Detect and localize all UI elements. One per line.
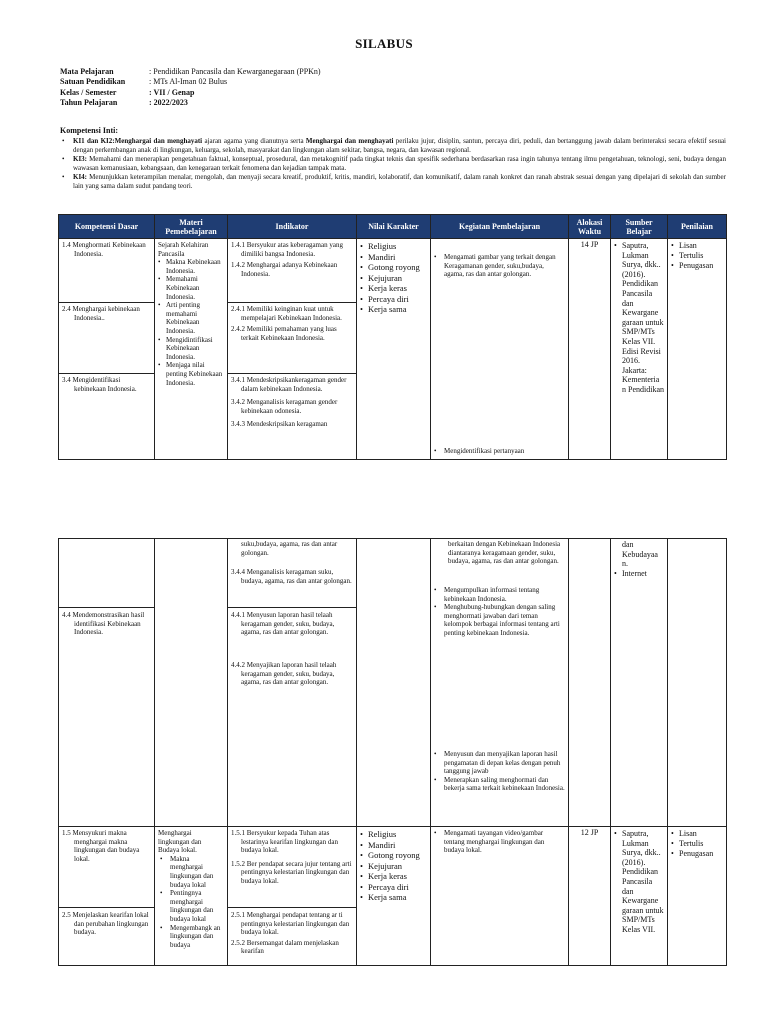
kegiatan-list: [434, 586, 565, 638]
header-materi: Materi Pemebelajaran: [155, 215, 228, 239]
list-item: • Tertulis: [671, 251, 723, 261]
sumber-cell: [611, 239, 668, 460]
materi-title: Sejarah Kelahiran Pancasila: [158, 241, 209, 258]
indikator-group: [231, 376, 353, 429]
materi-cell: [155, 539, 228, 827]
table-header-row: [59, 215, 727, 239]
list-item: • Memahami Kebinekaan Indonesia.: [158, 275, 224, 301]
indikator-item: 3.4.2 Menganalisis keragaman gender kebinekaan odonesia.: [231, 398, 338, 415]
list-item: • Arti penting memahami Kebinekaan Indonesia.: [158, 301, 224, 335]
ki-item: [60, 137, 726, 155]
list-item: • Penugasan: [671, 849, 723, 859]
header-kegiatan: Kegiatan Pembelajaran: [431, 215, 569, 239]
kd-item: 1.4 Menghormati Kebinekaan Indonesia.: [62, 241, 146, 258]
table-row: [59, 827, 727, 966]
kompetensi-inti: [60, 126, 726, 191]
table-row: [59, 539, 727, 827]
kegiatan-list: [434, 447, 565, 456]
list-item: • Makna menghargai lingkungan dan budaya lokal: [160, 855, 224, 889]
sumber-cell: [611, 827, 668, 966]
list-item: • Makna Kebinekaan Indonesia.: [158, 258, 224, 275]
list-item: • Pentingnya menghargai lingkungan dan budaya lokal: [160, 889, 224, 923]
ki-label: KI4:: [73, 173, 87, 181]
kegiatan-cell: [431, 239, 569, 460]
sumber-cell: [611, 539, 668, 827]
indikator-item: 3.4.3 Mendeskripsikan keragaman: [231, 420, 328, 429]
header-nilai-karakter: Nilai Karakter: [357, 215, 431, 239]
kd-item: 4.4 Mendemonstrasikan hasil identifikasi Kebinekaan Indonesia.: [62, 611, 145, 637]
list-item: • Gotong royong: [360, 850, 427, 861]
ki-label: KI1 dan KI2:: [73, 137, 115, 145]
list-item: • Mengidintifikasi Kebinekaan Indonesia.: [158, 336, 224, 362]
sumber-text: dan Kebudayaa n.: [622, 540, 658, 569]
list-item: • Kerja keras: [360, 283, 427, 294]
indikator-item: suku,budaya, agama, ras dan antar golongan.: [241, 540, 338, 557]
nilai-karakter-cell: [357, 827, 431, 966]
indikator-item: 2.4.2 Memiliki pemahaman yang luas terkait Kebinekaan Indonesia.: [231, 325, 337, 342]
nilai-karakter-cell: [357, 539, 431, 827]
ki-text: perilaku jujur, disiplin, santun, percaya diri, peduli, dan bertanggung jawab dalam berinteraksi secara efektif sesuai dengan perkembangan anak di lingkungan, keluarga, sekolah, masyarakat dan lingkungan alam sekitar, bangsa, negara, dan kawasan regional.: [73, 137, 726, 154]
penilaian-cell: [668, 827, 727, 966]
list-item: • Internet: [614, 569, 664, 579]
list-item: • Mandiri: [360, 840, 427, 851]
nilai-list: [360, 241, 427, 315]
list-item: • Kerja keras: [360, 871, 427, 882]
header-alokasi: Alokasi Waktu: [569, 215, 611, 239]
kd-cell: [59, 239, 155, 460]
list-item: • Kejujuran: [360, 273, 427, 284]
list-item: • Mengamati gambar yang terkait dengan Keragamanan gender, suku,budaya, agama, ras dan antar golongan.: [434, 253, 565, 279]
kd-item: 3.4 Mengidentifikasi kebinekaan Indonesia.: [62, 376, 137, 393]
identity-block: [60, 67, 321, 109]
kd-item: 2.4 Menghargai kebinekaan Indonesia..: [62, 305, 140, 322]
list-item: • Menjaga nilai penting Kebinekaan Indonesia.: [158, 361, 224, 387]
info-row: [60, 98, 321, 108]
list-item: • Menghubung-hubungkan dengan saling menghormati jawaban dari teman kelompok berbagai informasi tentang arti penting kebinekaan Indonesia.: [434, 603, 565, 637]
kd-item: 1.5 Mensyukuri makna menghargai makna lingkungan dan budaya lokal.: [62, 829, 140, 863]
materi-list: [158, 258, 224, 387]
list-item: • Mengamati tayangan video/gambar tentang menghargai lingkungan dan budaya lokal.: [434, 829, 565, 855]
penilaian-list: [671, 829, 723, 859]
kegiatan-list: [434, 253, 565, 279]
list-item: • Mengembangk an lingkungan dan budaya: [160, 924, 224, 950]
penilaian-list: [671, 241, 723, 271]
info-value: : 2022/2023: [149, 98, 188, 108]
syllabus-table-part-2: [58, 538, 727, 966]
list-item: • Menyusun dan menyajikan laporan hasil pengamatan di depan kelas dengan penuh tanggung jawab: [434, 750, 565, 776]
indikator-group: [231, 241, 353, 278]
list-item: • Mengumpulkan informasi tentang kebinekaan Indonesia.: [434, 586, 565, 603]
list-item: • Mengidentifikasi pertanyaan: [434, 447, 565, 456]
ki-item: [60, 155, 726, 173]
materi-cell: [155, 827, 228, 966]
alokasi-cell: 14 JP: [569, 239, 611, 460]
indikator-item: 1.4.1 Bersyukur atas keberagaman yang dimiliki bangsa Indonesia.: [231, 241, 343, 258]
info-row: [60, 88, 321, 98]
ki-text: Memahami dan menerapkan pengetahuan faktual, konseptual, prosedural, dan metakognitif pada tingkat teknis dan spesifik sederhana berdasarkan rasa ingin tahunya tentang ilmu pengetahuan, teknologi, seni, budaya dengan wawasan kemanusiaan, kebangsaan, dan kenegaraan terkait fenomena dan kejadian tampak mata.: [73, 155, 726, 172]
indikator-item: 1.4.2 Menghargai adanya Kebinekaan Indonesia.: [231, 261, 338, 278]
header-sumber: Sumber Belajar: [611, 215, 668, 239]
indikator-item: 4.4.2 Menyajikan laporan hasil telaah keragaman gender, suku, budaya, agama, ras dan antar golongan.: [231, 661, 337, 687]
ki-text: ajaran agama yang dianutnya serta: [202, 137, 306, 145]
materi-title: Menghargai lingkungan dan Budaya lokal.: [158, 829, 202, 855]
list-item: • Kerja sama: [360, 892, 427, 903]
kegiatan-list: [434, 829, 565, 855]
kegiatan-cell: [431, 827, 569, 966]
kd-cell: [59, 539, 155, 827]
indikator-item: 3.4.4 Menganalisis keragaman suku, budaya, agama, ras dan antar golongan.: [231, 568, 352, 585]
list-item: • Kerja sama: [360, 304, 427, 315]
ki-label: KI3:: [73, 155, 87, 163]
list-item: • Kejujuran: [360, 861, 427, 872]
ki-item: [60, 173, 726, 191]
list-item: • Penugasan: [671, 261, 723, 271]
header-indikator: Indikator: [228, 215, 357, 239]
info-label: Satuan Pendidikan: [60, 77, 126, 87]
list-item: • Tertulis: [671, 839, 723, 849]
list-item: • Lisan: [671, 829, 723, 839]
info-value: : VII / Genap: [149, 87, 195, 97]
kegiatan-list: [434, 750, 565, 793]
sumber-list: [614, 569, 664, 579]
kd-cell: [59, 827, 155, 966]
list-item: • Percaya diri: [360, 882, 427, 893]
indikator-item: 3.4.1 Mendeskripsikankeragaman gender dalam kebinekaan Indonesia.: [231, 376, 347, 393]
indikator-group: [231, 829, 353, 886]
info-value: : Pendidikan Pancasila dan Kewarganegaraan (PPKn): [149, 67, 321, 76]
info-value: : MTs Al-Iman 02 Bulus: [149, 77, 228, 87]
indikator-item: 2.4.1 Memiliki keinginan kuat untuk mempelajari Kebinekaan Indonesia.: [231, 305, 342, 322]
list-item: • Percaya diri: [360, 294, 427, 305]
indikator-group: [231, 305, 353, 342]
nilai-karakter-cell: [357, 239, 431, 460]
ki-text: Menunjukkan keterampilan menalar, mengolah, dan menyaji secara kreatif, produktif, kritis, mandiri, kolaboratif, dan komunikatif, dalam ranah konkret dan ranah abstrak sesuai dengan yang dipelajari di sekolah dan sumber lain yang sama dalam sudut pandang teori.: [73, 173, 726, 190]
ki-emphasis: Menghargai dan menghayati: [305, 137, 394, 145]
materi-list: [158, 855, 224, 950]
table-row: [59, 239, 727, 460]
indikator-item: 4.4.1 Menyusun laporan hasil telaah keragaman gender, suku, budaya, agama, ras dan antar golongan.: [231, 611, 335, 637]
list-item: • Menerapkan saling menghormati dan bekerja sama terkait kebinekaan Indonesia.: [434, 776, 565, 793]
indikator-item: 2.5.1 Menghargai pendapat tentang ar ti pentingnya kelestarian lingkungan dan budaya lokal.: [231, 911, 350, 937]
materi-cell: [155, 239, 228, 460]
kegiatan-cell: [431, 539, 569, 827]
info-label: Tahun Pelajaran: [60, 98, 118, 108]
sumber-list: [614, 241, 664, 395]
syllabus-table-part-1: [58, 214, 727, 460]
list-item: • Saputra, Lukman Surya, dkk.. (2016). Pendidikan Pancasila dan Kewargane garaan untuk SMP/MTs Kelas VII.: [614, 829, 664, 935]
header-penilaian: Penilaian: [668, 215, 727, 239]
header-kompetensi-dasar: Kompetensi Dasar: [59, 215, 155, 239]
alokasi-cell: [569, 539, 611, 827]
info-label: Mata Pelajaran: [60, 67, 114, 76]
indikator-cell: [228, 827, 357, 966]
kd-item: 2.5 Menjelaskan kearifan lokal dan perubahan lingkungan budaya.: [62, 911, 149, 937]
indikator-item: 1.5.1 Bersyukur kepada Tuhan atas lestarinya kearifan lingkungan dan budaya lokal.: [231, 829, 338, 855]
penilaian-cell: [668, 239, 727, 460]
alokasi-cell: 12 JP: [569, 827, 611, 966]
sumber-list: [614, 829, 664, 935]
indikator-item: 1.5.2 Ber pendapat secara jujur tentang arti pentingnya kelestarian lingkungan dan budaya lokal.: [231, 859, 352, 885]
list-item: • Religius: [360, 241, 427, 252]
ki-emphasis: Menghargai dan menghayati: [114, 137, 203, 145]
penilaian-cell: [668, 539, 727, 827]
info-row: [60, 77, 321, 87]
indikator-item: 2.5.2 Bersemangat dalam menjelaskan kearifan: [231, 938, 339, 956]
list-item: • Saputra, Lukman Surya, dkk.. (2016). Pendidikan Pancasila dan Kewargane garaan untuk SMP/MTs Kelas VII. Edisi Revisi 2016. Jakarta: Kementeria n Pendidikan: [614, 241, 664, 395]
list-item: • Mandiri: [360, 252, 427, 263]
list-item: • Gotong royong: [360, 262, 427, 273]
ki-heading: Kompetensi Inti:: [60, 126, 118, 135]
nilai-list: [360, 829, 427, 903]
indikator-group: [231, 911, 353, 956]
indikator-cell: [228, 239, 357, 460]
info-row: [60, 67, 321, 77]
document-title: SILABUS: [355, 36, 413, 51]
list-item: • Religius: [360, 829, 427, 840]
ki-list: [60, 137, 726, 191]
kegiatan-item: berkaitan dengan Kebinekaan Indonesia diantaranya keragamaan gender, suku, budaya, agama, ras dan antar golongan.: [448, 540, 561, 566]
info-label: Kelas / Semester: [60, 87, 117, 97]
indikator-cell: [228, 539, 357, 827]
list-item: • Lisan: [671, 241, 723, 251]
